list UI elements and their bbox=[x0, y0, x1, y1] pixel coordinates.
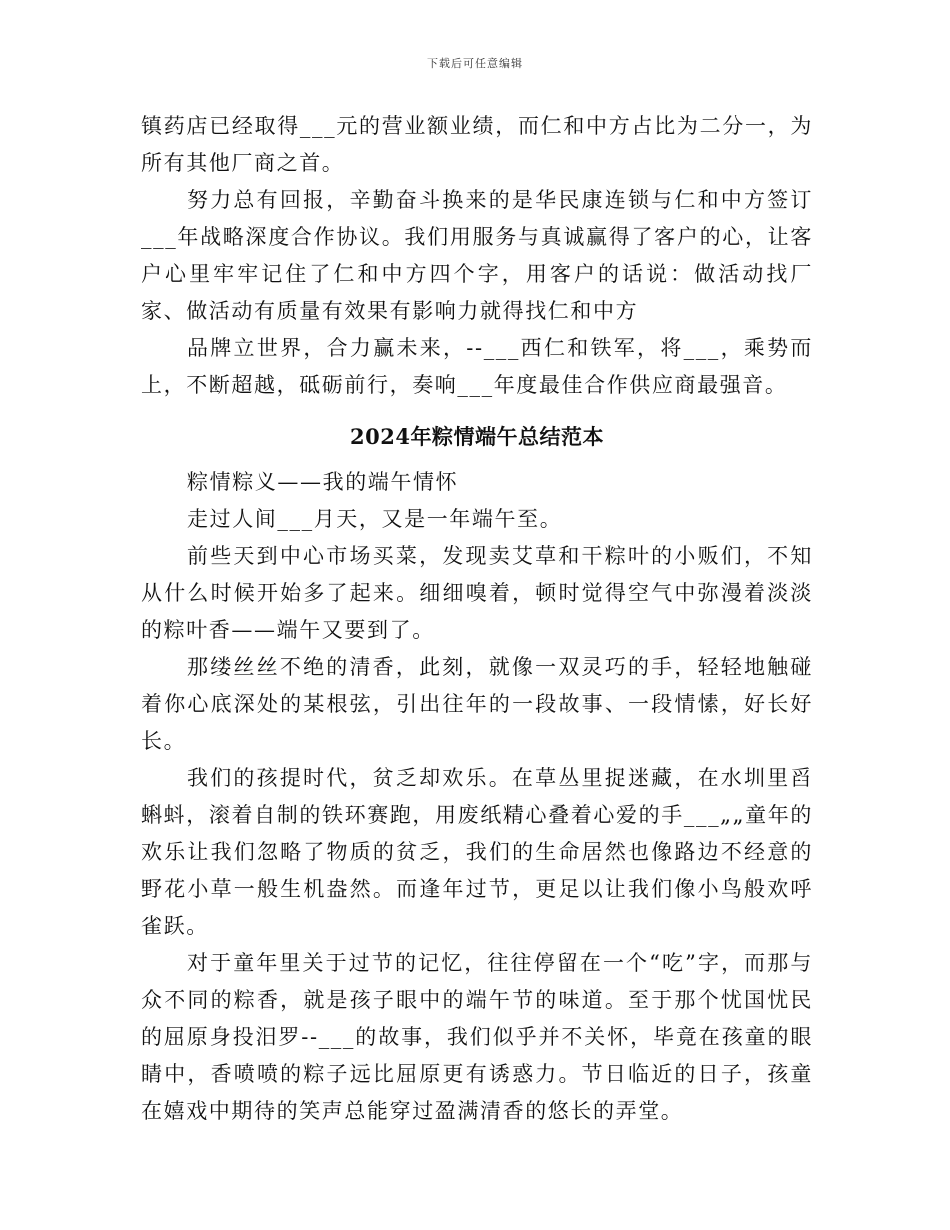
paragraph: 努力总有回报，辛勤奋斗换来的是华民康连锁与仁和中方签订___年战略深度合作协议。我们用服务与真诚赢得了客户的心，让客户心里牢牢记住了仁和中方四个字，用客户的话说：做活动找厂家、做活动有质量有效果有影响力就得找仁和中方 bbox=[141, 188, 813, 323]
paragraph: 走过人间___月天，又是一年端午至。 bbox=[187, 507, 563, 531]
paragraph: 镇药店已经取得___元的营业额业绩，而仁和中方占比为二分一，为所有其他厂商之首。 bbox=[141, 114, 813, 175]
paragraph: 粽情粽义——我的端午情怀 bbox=[187, 470, 459, 494]
section-title: 2024年粽情端午总结范本 bbox=[350, 424, 604, 449]
paragraph: 我们的孩提时代，贫乏却欢乐。在草丛里捉迷藏，在水圳里舀蝌蚪，滚着自制的铁环赛跑，用废纸精心叠着心爱的手___„„童年的欢乐让我们忽略了物质的贫乏，我们的生命居然也像路边不经意的野花小草一般生机盎然。而逢年过节，更足以让我们像小鸟般欢呼雀跃。 bbox=[141, 766, 813, 938]
paragraph: 前些天到中心市场买菜，发现卖艾草和干粽叶的小贩们，不知从什么时候开始多了起来。细细嗅着，顿时觉得空气中弥漫着淡淡的粽叶香——端午又要到了。 bbox=[141, 544, 813, 642]
paragraph: 那缕丝丝不绝的清香，此刻，就像一双灵巧的手，轻轻地触碰着你心底深处的某根弦，引出往年的一段故事、一段情愫，好长好长。 bbox=[141, 655, 813, 753]
paragraph: 对于童年里关于过节的记忆，往往停留在一个“吃”字，而那与众不同的粽香，就是孩子眼中的端午节的味道。至于那个忧国忧民的屈原身投汨罗--___的故事，我们似乎并不关怀，毕竟在孩童的眼睛中，香喷喷的粽子远比屈原更有诱惑力。节日临近的日子，孩童在嬉戏中期待的笑声总能穿过盈满清香的悠长的弄堂。 bbox=[141, 951, 813, 1123]
document-body bbox=[141, 108, 813, 1130]
header-note: 下载后可任意编辑 bbox=[427, 57, 523, 70]
paragraph: 品牌立世界，合力赢未来，--___西仁和铁军，将___，乘势而上，不断超越，砥砺前行，奏响___年度最佳合作供应商最强音。 bbox=[141, 336, 813, 397]
